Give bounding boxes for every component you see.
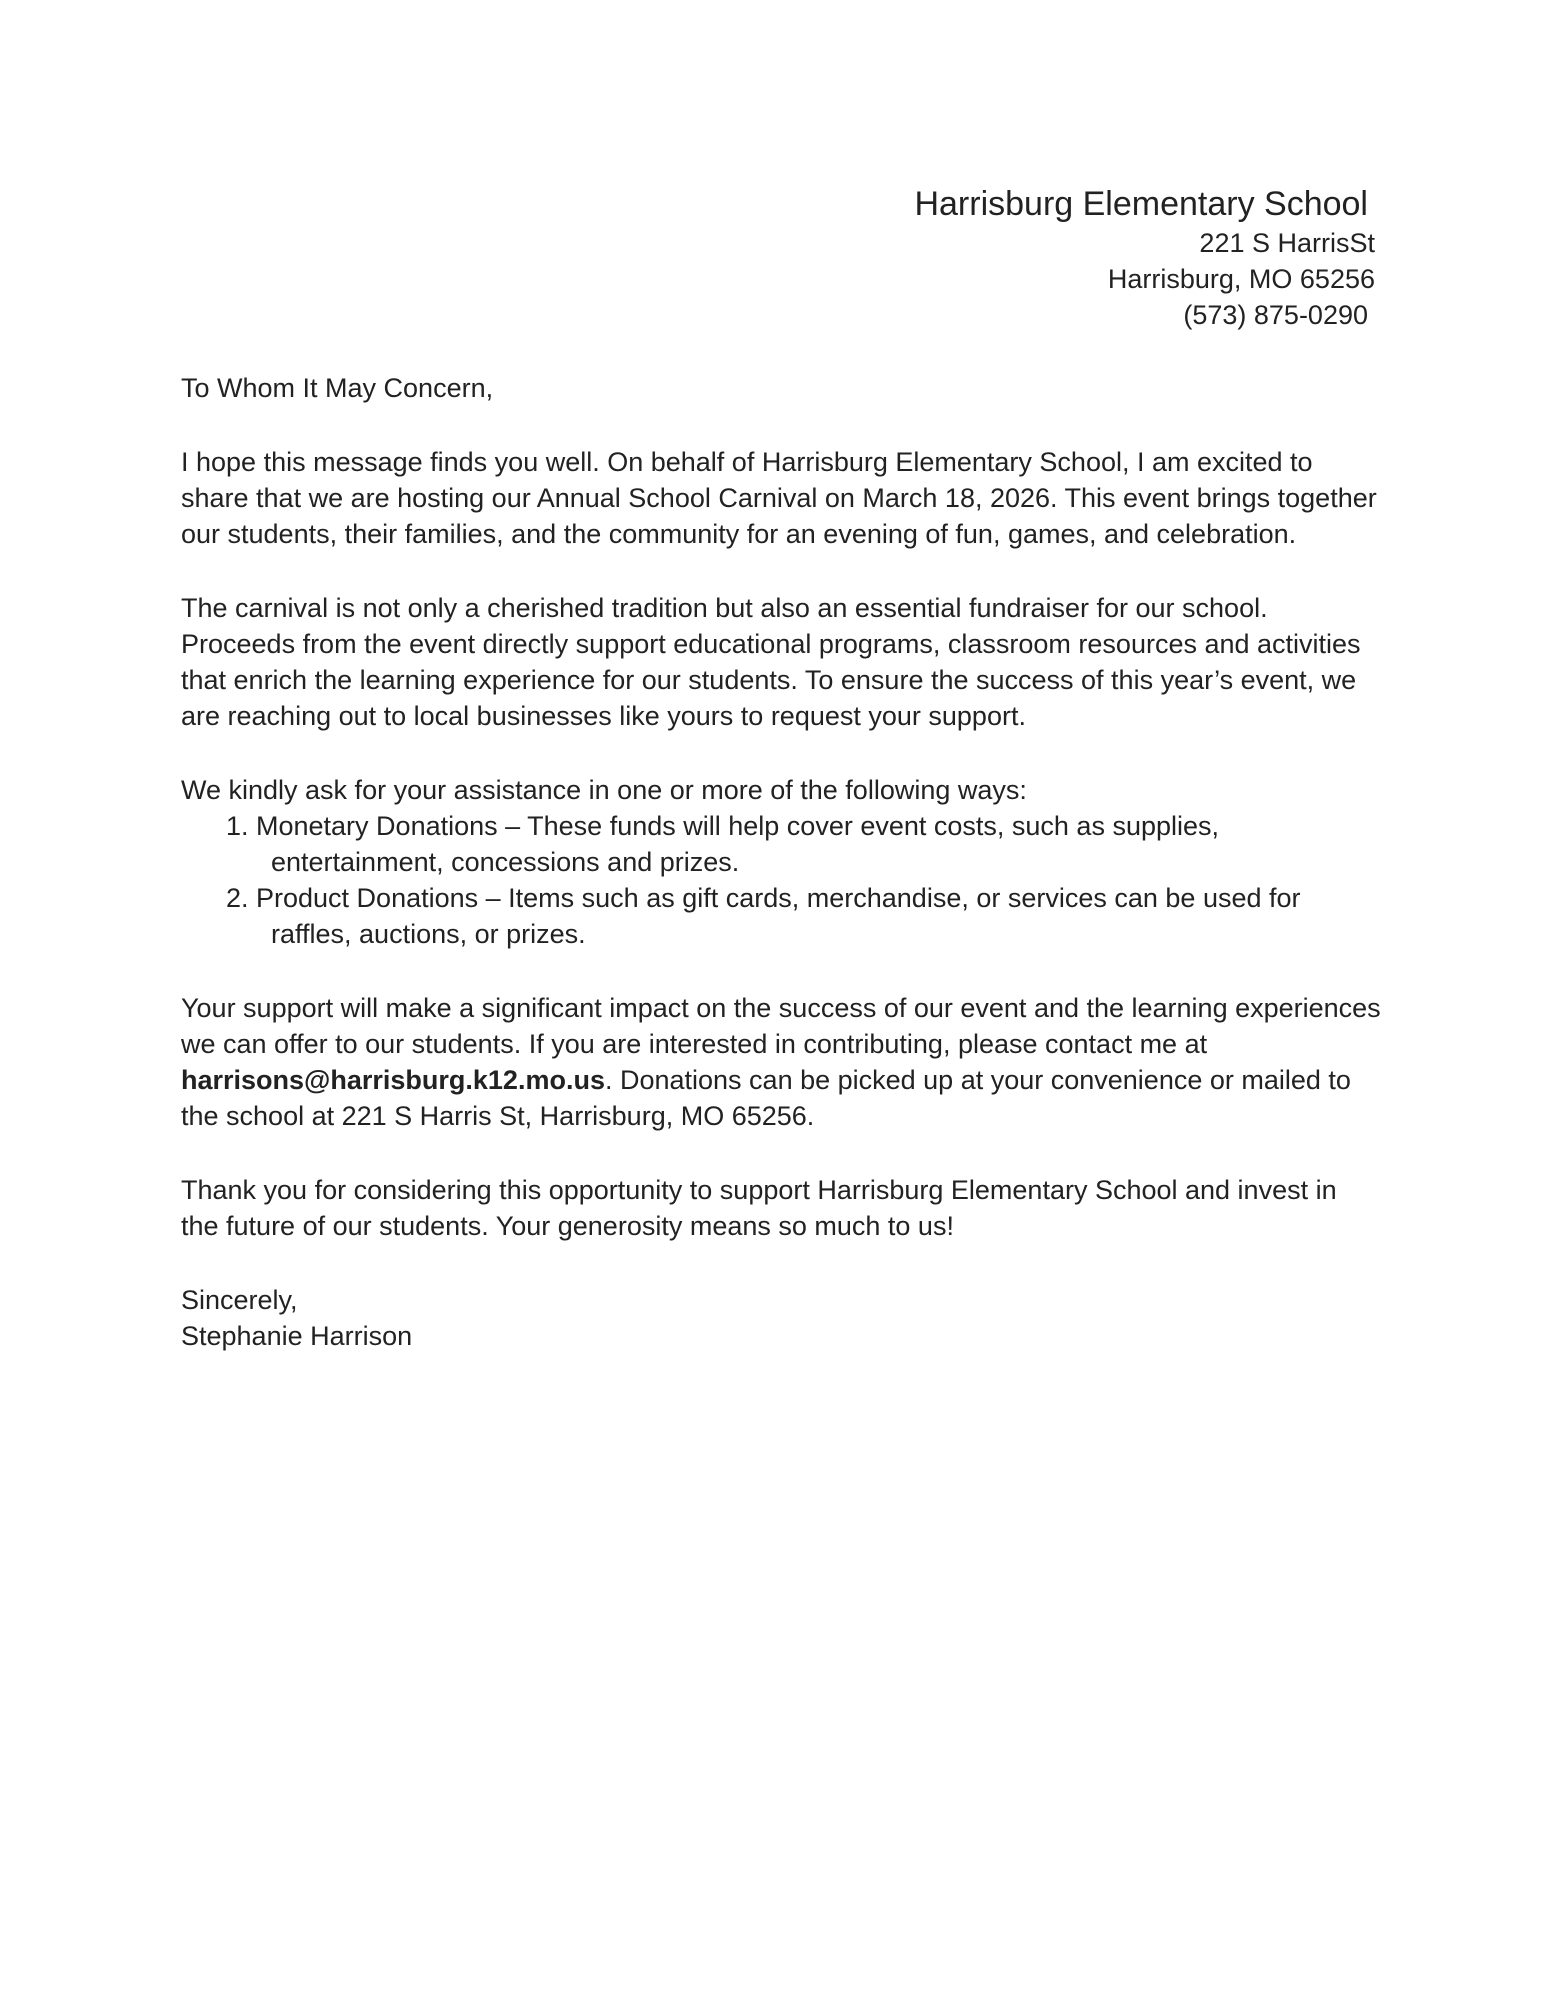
request-list: [181, 808, 1381, 952]
contact-text-before: Your support will make a significant impact on the success of our event and the learning experiences we can offer to our students. If you are interested in contributing, please contact me at: [181, 993, 1381, 1059]
list-item-text: Monetary Donations – These funds will help cover event costs, such as supplies, entertainment, concessions and prizes.: [256, 811, 1220, 877]
school-name: Harrisburg Elementary School: [914, 185, 1368, 223]
closing-block: [181, 1282, 1381, 1354]
list-item-number: 1.: [226, 811, 249, 841]
paragraph-fundraiser: The carnival is not only a cherished tradition but also an essential fundraiser for our school. Proceeds from the event directly support educational programs, classroom resources and activities that enrich the learning experience for our students. To ensure the success of this year’s event, we are reaching out to local businesses like yours to request your support.: [181, 593, 1361, 731]
city-state-zip: Harrisburg, MO 65256: [1107, 264, 1375, 294]
paragraph-contact: [181, 990, 1381, 1134]
salutation: To Whom It May Concern,: [181, 373, 494, 403]
contact-email: harrisons@harrisburg.k12.mo.us: [181, 1065, 605, 1095]
request-intro: We kindly ask for your assistance in one or more of the following ways:: [181, 775, 1027, 805]
signature-name: Stephanie Harrison: [181, 1321, 413, 1351]
list-item-text: Product Donations – Items such as gift cards, merchandise, or services can be used for raffles, auctions, or prizes.: [256, 883, 1301, 949]
list-item: [181, 808, 1381, 880]
letter-body: [181, 370, 1381, 1354]
paragraph-intro: I hope this message finds you well. On behalf of Harrisburg Elementary School, I am excited to share that we are hosting our Annual School Carnival on March 18, 2026. This event brings together our students, their families, and the community for an evening of fun, games, and celebration.: [181, 447, 1377, 549]
contact-text-after: . Donations can be picked up at your convenience or mailed to the school at 221 S Harris St, Harrisburg, MO 65256.: [181, 1065, 1351, 1131]
paragraph-thanks: Thank you for considering this opportunity to support Harrisburg Elementary School and invest in the future of our students. Your generosity means so much to us!: [181, 1175, 1337, 1241]
phone-number: (573) 875-0290: [1183, 300, 1368, 330]
closing: Sincerely,: [181, 1285, 298, 1315]
street-address: 221 S HarrisSt: [1199, 228, 1375, 258]
list-item-number: 2.: [226, 883, 249, 913]
letterhead: [914, 185, 1375, 333]
list-item: [181, 880, 1381, 952]
